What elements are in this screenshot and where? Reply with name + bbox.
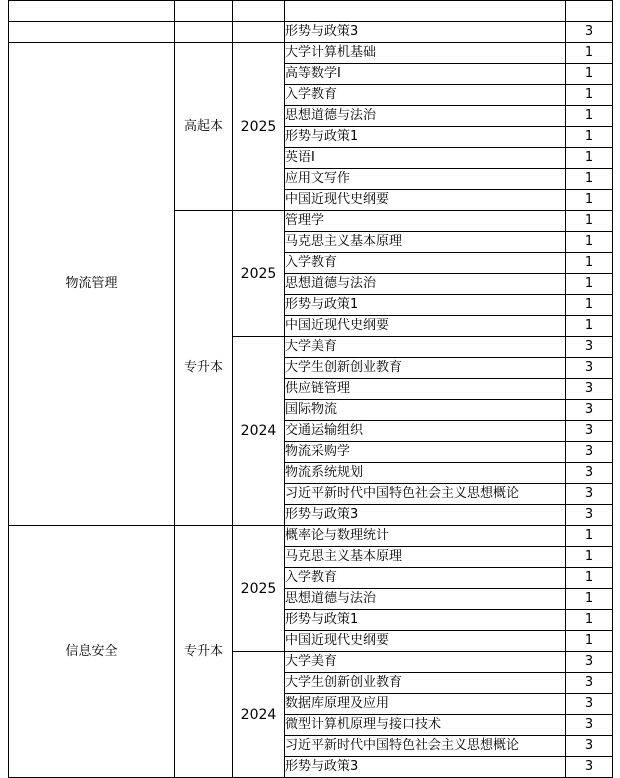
credit-value: 1 — [566, 547, 613, 568]
credit-value: 3 — [566, 757, 613, 778]
course-name: 入学教育 — [285, 85, 566, 106]
credit-value: 3 — [566, 337, 613, 358]
credit-value: 3 — [566, 400, 613, 421]
year-cell: 2025 — [233, 211, 285, 337]
major-cell-continued — [9, 22, 175, 43]
credit-value: 1 — [566, 316, 613, 337]
level-cell: 高起本 — [175, 43, 233, 211]
course-name: 供应链管理 — [285, 379, 566, 400]
course-name: 入学教育 — [285, 253, 566, 274]
credit-value: 3 — [566, 652, 613, 673]
credit-value: 3 — [566, 379, 613, 400]
credit-value: 1 — [566, 631, 613, 652]
course-name: 英语I — [285, 148, 566, 169]
credit-value: 1 — [566, 253, 613, 274]
credit-value: 3 — [566, 673, 613, 694]
major-cell-continued — [9, 1, 175, 22]
table-row — [9, 1, 613, 22]
course-name: 习近平新时代中国特色社会主义思想概论 — [285, 484, 566, 505]
credit-value: 1 — [566, 64, 613, 85]
credit-value: 3 — [566, 22, 613, 43]
course-name: 形势与政策3 — [285, 757, 566, 778]
course-name: 大学美育 — [285, 652, 566, 673]
credit-cell-continued — [566, 1, 613, 22]
course-name: 入学教育 — [285, 568, 566, 589]
table-row — [9, 43, 613, 64]
course-name: 概率论与数理统计 — [285, 526, 566, 547]
level-cell: 专升本 — [175, 211, 233, 526]
course-name: 习近平新时代中国特色社会主义思想概论 — [285, 736, 566, 757]
credit-value: 1 — [566, 106, 613, 127]
course-name: 物流采购学 — [285, 442, 566, 463]
course-cell-continued — [285, 1, 566, 22]
credit-value: 3 — [566, 736, 613, 757]
course-name: 大学生创新创业教育 — [285, 358, 566, 379]
course-name: 交通运输组织 — [285, 421, 566, 442]
course-name: 马克思主义基本原理 — [285, 232, 566, 253]
course-name: 应用文写作 — [285, 169, 566, 190]
course-name: 形势与政策1 — [285, 127, 566, 148]
course-name: 形势与政策3 — [285, 22, 566, 43]
credit-value: 1 — [566, 589, 613, 610]
credit-value: 3 — [566, 694, 613, 715]
table-row — [9, 526, 613, 547]
course-table — [8, 0, 613, 778]
course-name: 思想道德与法治 — [285, 274, 566, 295]
major-cell: 物流管理 — [9, 43, 175, 526]
course-name: 形势与政策1 — [285, 295, 566, 316]
year-cell: 2024 — [233, 652, 285, 778]
course-name: 中国近现代史纲要 — [285, 316, 566, 337]
year-cell: 2024 — [233, 337, 285, 526]
credit-value: 1 — [566, 190, 613, 211]
credit-value: 1 — [566, 232, 613, 253]
course-name: 物流系统规划 — [285, 463, 566, 484]
level-cell-continued — [175, 1, 233, 22]
year-cell-continued — [233, 1, 285, 22]
course-name: 大学美育 — [285, 337, 566, 358]
credit-value: 3 — [566, 421, 613, 442]
course-name: 大学计算机基础 — [285, 43, 566, 64]
credit-value: 3 — [566, 715, 613, 736]
year-cell: 2025 — [233, 526, 285, 652]
course-name: 数据库原理及应用 — [285, 694, 566, 715]
course-name: 中国近现代史纲要 — [285, 631, 566, 652]
table-row — [9, 22, 613, 43]
credit-value: 1 — [566, 43, 613, 64]
credit-value: 1 — [566, 211, 613, 232]
course-name: 思想道德与法治 — [285, 589, 566, 610]
credit-value: 1 — [566, 85, 613, 106]
course-name: 中国近现代史纲要 — [285, 190, 566, 211]
credit-value: 1 — [566, 274, 613, 295]
credit-value: 1 — [566, 169, 613, 190]
credit-value: 3 — [566, 442, 613, 463]
credit-value: 1 — [566, 610, 613, 631]
major-cell: 信息安全 — [9, 526, 175, 778]
year-cell: 2025 — [233, 43, 285, 211]
course-name: 马克思主义基本原理 — [285, 547, 566, 568]
year-cell-continued — [233, 22, 285, 43]
credit-value: 1 — [566, 127, 613, 148]
credit-value: 1 — [566, 148, 613, 169]
credit-value: 3 — [566, 484, 613, 505]
course-name: 思想道德与法治 — [285, 106, 566, 127]
course-name: 形势与政策1 — [285, 610, 566, 631]
course-name: 高等数学I — [285, 64, 566, 85]
level-cell-continued — [175, 22, 233, 43]
credit-value: 1 — [566, 295, 613, 316]
course-name: 微型计算机原理与接口技术 — [285, 715, 566, 736]
course-name: 形势与政策3 — [285, 505, 566, 526]
course-name: 管理学 — [285, 211, 566, 232]
credit-value: 3 — [566, 505, 613, 526]
credit-value: 3 — [566, 358, 613, 379]
credit-value: 3 — [566, 463, 613, 484]
level-cell: 专升本 — [175, 526, 233, 778]
credit-value: 1 — [566, 526, 613, 547]
credit-value: 1 — [566, 568, 613, 589]
course-name: 大学生创新创业教育 — [285, 673, 566, 694]
course-name: 国际物流 — [285, 400, 566, 421]
